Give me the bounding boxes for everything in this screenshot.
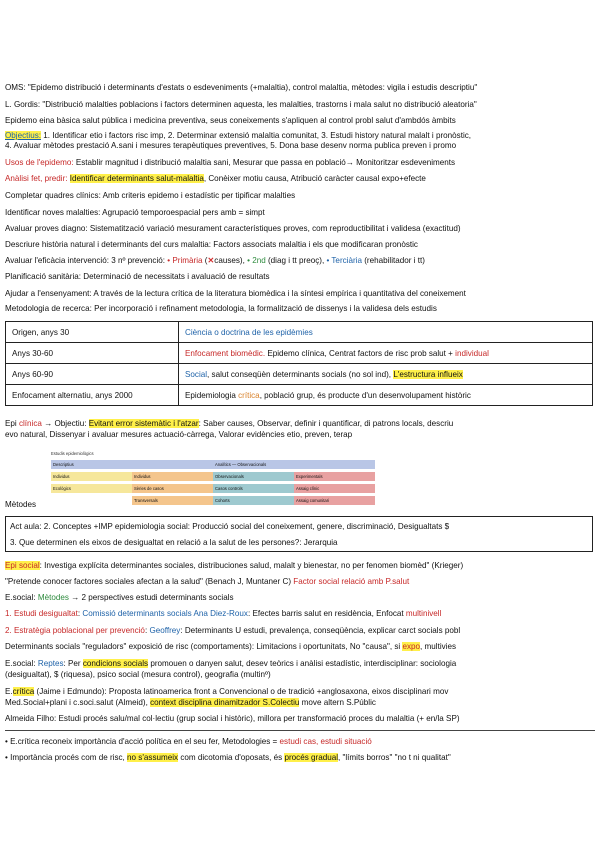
multinivell-red: multinivell — [405, 609, 442, 618]
ensenyament-line: Ajudar a l'ensenyament: A través de la lectura crítica de la literatura biomèdica i la síntesi empírica i quantitativa del coneixement — [5, 289, 466, 298]
recerca-line: Metodologia de recerca: Per incorporació i refinament metodologia, la formalització de dissenys i la validesa dels estudis — [5, 304, 437, 313]
reguladors-line — [5, 642, 595, 652]
desc-cell — [179, 322, 593, 343]
method-cell: Individus — [132, 472, 213, 481]
epi-clinica-line — [5, 419, 595, 429]
bullet-2-pre: • Importància procés com de risc, — [5, 753, 128, 762]
analisi-highlight: Identificar determinants salut-malaltia — [69, 174, 204, 183]
epi-arrow: → Objectiu: — [41, 419, 89, 428]
desc-text: , salut conseqüèn determinants socials (no sol ind), — [207, 369, 394, 379]
bullet-dot: • — [247, 256, 253, 265]
metodes-label: Mètodes — [5, 500, 37, 509]
period-cell: Anys 30-60 — [6, 343, 179, 364]
reptes-line — [5, 659, 595, 669]
bullet-dot: • — [326, 256, 332, 265]
historia-line: Descriure història natural i determinants del curs malaltia: Factors associats malaltia i els que modificaran pronòstic — [5, 240, 418, 249]
desc-blue: Social — [185, 369, 208, 379]
desc-blue: Ciència o doctrina de les epidèmies — [185, 327, 313, 337]
desc-cell — [179, 343, 593, 364]
analisi-line — [5, 174, 595, 184]
proves-line: Avaluar proves diagno: Sistematització variació mesurament característiques proves, com reproductibilitat i validesa (exactitud) — [5, 224, 461, 233]
objectius-text: 1. Identificar etio i factors risc imp, 2. Determinar extensió malaltia comunitat, 3. Estudi history natural malalt i pronòstic, — [41, 131, 472, 140]
bullet-2-mid: com dicotomia d'oposats, és — [178, 753, 285, 762]
usos-line — [5, 158, 595, 168]
header-cell: Descriptius — [51, 460, 213, 469]
estrategia-line — [5, 626, 595, 636]
epi-social-line — [5, 561, 595, 571]
separator: : — [144, 626, 150, 635]
desc-text: Epidemo clínica, Centrat factors de risc prob salut + — [265, 348, 456, 358]
bullet-line-2 — [5, 753, 595, 763]
method-cell: Assaig clínic — [294, 484, 375, 493]
usos-label: Usos de l'epidemo: — [5, 158, 74, 167]
table-row — [6, 343, 593, 364]
context-highlight: context disciplina dinamitzador S.Colectiu — [150, 698, 300, 707]
desc-cell — [179, 385, 593, 406]
primaria-causes: causes), — [214, 256, 248, 265]
bullet-1-pre: • E.crítica reconeix importància d'acció política en el seu fer, Metodologies = — [5, 737, 280, 746]
esocial-post: → 2 perspectives estudi determinants socials — [68, 593, 234, 602]
almeida-line: Almeida Filho: Estudi procés salu/mal col·lectiu (grup social i històric), millora per transformació proces du malaltia (+ en/la SP) — [5, 714, 460, 723]
analisi-label: Anàlisi fet, predir: — [5, 174, 68, 183]
table-row — [51, 484, 375, 493]
bullet-2-highlight: no s'assumeix — [127, 753, 179, 762]
bullet-1-red: estudi cas, estudi situació — [279, 737, 372, 746]
act-aula-line-1: Act aula: 2. Conceptes +IMP epidemiologia social: Producció social del coneixement, genere, discriminació, Desigualtats $ — [10, 522, 450, 531]
terciaria-label: Terciària — [331, 256, 362, 265]
critica-highlight: crítica — [12, 687, 35, 696]
factor-social: Factor social relació amb P.salut — [293, 577, 410, 586]
objectius-line-2: 4. Avaluar mètodes prestació A.sani i mesures terapèutiques preventives, 5. Dona base desenv norma publica preven i promo — [5, 141, 457, 150]
period-cell: Origen, anys 30 — [6, 322, 179, 343]
epi-social-label: Epi social — [5, 561, 40, 570]
method-cell: Sèries de casos — [132, 484, 213, 493]
methods-caption: Estudis epidemiològics — [51, 451, 94, 456]
history-table — [5, 321, 593, 406]
methods-header-row — [51, 460, 375, 469]
desc-red: individual — [455, 348, 489, 358]
comissio-blue: Comissió determinants socials Ana Diez-Roux — [82, 609, 248, 618]
reptes-line-2: (desigualtat), $ (riquesa), psico social (mesura control), geografia (multinº) — [5, 670, 271, 679]
method-cell: Individus — [51, 472, 132, 481]
noves-line: Identificar noves malalties: Agrupació temporoespacial pers amb = simpt — [5, 208, 265, 217]
method-cell: Cohorts — [213, 496, 294, 505]
bullet-2-post: , "límits borros" "no t ni qualitat" — [338, 753, 451, 762]
eina-line: Epidemo eina bàsica salut pública i medicina preventiva, seus coneixements s'apliquen al control probl salut d'ambdós àmbits — [5, 116, 456, 125]
table-row — [6, 322, 593, 343]
cross-icon: ✕ — [207, 256, 215, 265]
desc-red: Enfocament biomèdic. — [185, 348, 266, 358]
bullet-2-highlight-2: procés gradual — [284, 753, 338, 762]
desc-orange: crítica — [238, 390, 260, 400]
terciaria-text: (rehabilitador i tt) — [361, 256, 425, 265]
header-cell: Analítics — Observacionals — [213, 460, 375, 469]
table-row — [51, 472, 375, 481]
desc-text: Epidemiologia — [185, 390, 239, 400]
primaria-label: Primària — [172, 256, 203, 265]
critica-text: (Jaime i Edmundo): Proposta latinoamerica front a Convencional o de tradició +anglosaxona, eixos disciplinari mov — [34, 687, 449, 696]
reptes-blue: Reptes — [37, 659, 64, 668]
epi-clinica-line-2: evo natural, Dissenyar i avaluar mesures actuació-càrrega, Valorar evidències etio, preven, terap — [5, 430, 353, 439]
analisi-text: , Conèixer motiu causa, Atribució caràcter causal expo+efecte — [203, 174, 426, 183]
objectius-label: Objectius: — [5, 131, 41, 140]
objectius-line — [5, 131, 595, 141]
gordis-definition: L. Gordis: "Distribució malalties poblacions i factors determinen aquesta, les malalties, trastorns i mala salut no distribució aleatoria" — [5, 100, 477, 109]
critica-pre: E. — [5, 687, 13, 696]
bullet-dot: • — [167, 256, 173, 265]
method-cell: Transversals — [132, 496, 213, 505]
epi-pre: Epi — [5, 419, 19, 428]
desigualtat-text: : Efectes barris salut en residència, Enfocat — [247, 609, 406, 618]
act-aula-box — [5, 516, 593, 552]
reptes-pre: E.social: — [5, 659, 38, 668]
divider — [5, 730, 595, 731]
pretende-line — [5, 577, 595, 587]
desigualtat-line — [5, 609, 595, 619]
metodes-green: Mètodes — [37, 593, 69, 602]
critica-line-2 — [5, 698, 595, 708]
period-cell: Anys 60-90 — [6, 364, 179, 385]
esocial-metodes-line — [5, 593, 595, 603]
separator: : — [77, 609, 83, 618]
condicions-highlight: condicions socials — [82, 659, 149, 668]
planificacio-line: Planificació sanitària: Determinació de necessitats i avaluació de resultats — [5, 272, 270, 281]
act-aula-line-2: 3. Que determinen els eixos de desigualtat en relació a la salut de les persones?: Jerarquia — [10, 538, 338, 547]
critica-text2-pre: Med.Social+plani i c.soci.salut (Almeid), — [5, 698, 151, 707]
secundaria-text: (diag i tt preoç), — [265, 256, 327, 265]
desc-cell — [179, 364, 593, 385]
geoffrey-blue: Geoffrey — [149, 626, 181, 635]
esocial-pre: E.social: — [5, 593, 38, 602]
eficacia-pre: Avaluar l'eficàcia intervenció: 3 nº prevenció: — [5, 256, 168, 265]
epi-text: : Saber causes, Observar, definir i quantificar, di patrons locals, descriu — [198, 419, 454, 428]
reptes-mid: : Per — [63, 659, 83, 668]
method-cell: Assaig comunitari — [294, 496, 375, 505]
reguladors-pre: Determinants socials "reguladors" exposició de risc (comportaments): Limitacions i oportunitats, No "causa", si — [5, 642, 403, 651]
epi-highlight: Evitant error sistemàtic i l'atzar — [88, 419, 199, 428]
table-row — [6, 364, 593, 385]
period-cell: Enfocament alternatiu, anys 2000 — [6, 385, 179, 406]
estrategia-label: 2. Estratègia poblacional per prevenció — [5, 626, 145, 635]
pretende-text: "Pretende conocer factores sociales afectan a la salud" (Benach J, Muntaner C) — [5, 577, 294, 586]
completar-line: Completar quadres clínics: Amb criteris epidemo i estadístic per tipificar malalties — [5, 191, 296, 200]
estrategia-text: : Determinants U estudi, prevalença, conseqüència, explicar carct socials pobl — [180, 626, 461, 635]
desc-highlight: L'estructura influeix — [393, 369, 463, 379]
method-cell: Ecològics — [51, 484, 132, 493]
desigualtat-label: 1. Estudi desigualtat — [5, 609, 78, 618]
oms-definition: OMS: "Epidemo distribució i determinants d'estats o esdeveniments (+malaltia), control malaltia, mètodes: vigila i estudis descriptiu" — [5, 83, 478, 92]
usos-text: Establir magnitud i distribució malaltia sani, Mesurar que passa en població→ Monitoritzar esdeveniments — [73, 158, 456, 167]
critica-text2-post: move altern S.Públic — [299, 698, 376, 707]
epi-clinica: clínica — [18, 419, 42, 428]
table-row — [6, 385, 593, 406]
epi-social-text: : Investiga explícita determinantes sociales, distribuciones salud, malalt y bienestar, no per fenomen biomèd" (Krieger) — [39, 561, 464, 570]
critica-line — [5, 687, 595, 697]
method-cell: Casos controls — [213, 484, 294, 493]
bullet-line-1 — [5, 737, 595, 747]
method-cell: Observacionals — [213, 472, 294, 481]
reguladors-post: , multivies — [420, 642, 457, 651]
reptes-text: promouen o danyen salut, desev teòrics i anàlisi estadístic, interdisciplinar: sociologia — [148, 659, 457, 668]
desc-text: , població grup, és producte d'un desenvolupament històric — [259, 390, 471, 400]
secundaria-label: 2nd — [252, 256, 266, 265]
method-cell: Experimentals — [294, 472, 375, 481]
expo-highlight: expo — [402, 642, 421, 651]
eficacia-line: Avaluar l'eficàcia intervenció: 3 nº prevenció: • Primària (✕causes), • 2nd (diag i tt preoç), • Terciària (rehabilitador i tt) — [5, 256, 425, 265]
